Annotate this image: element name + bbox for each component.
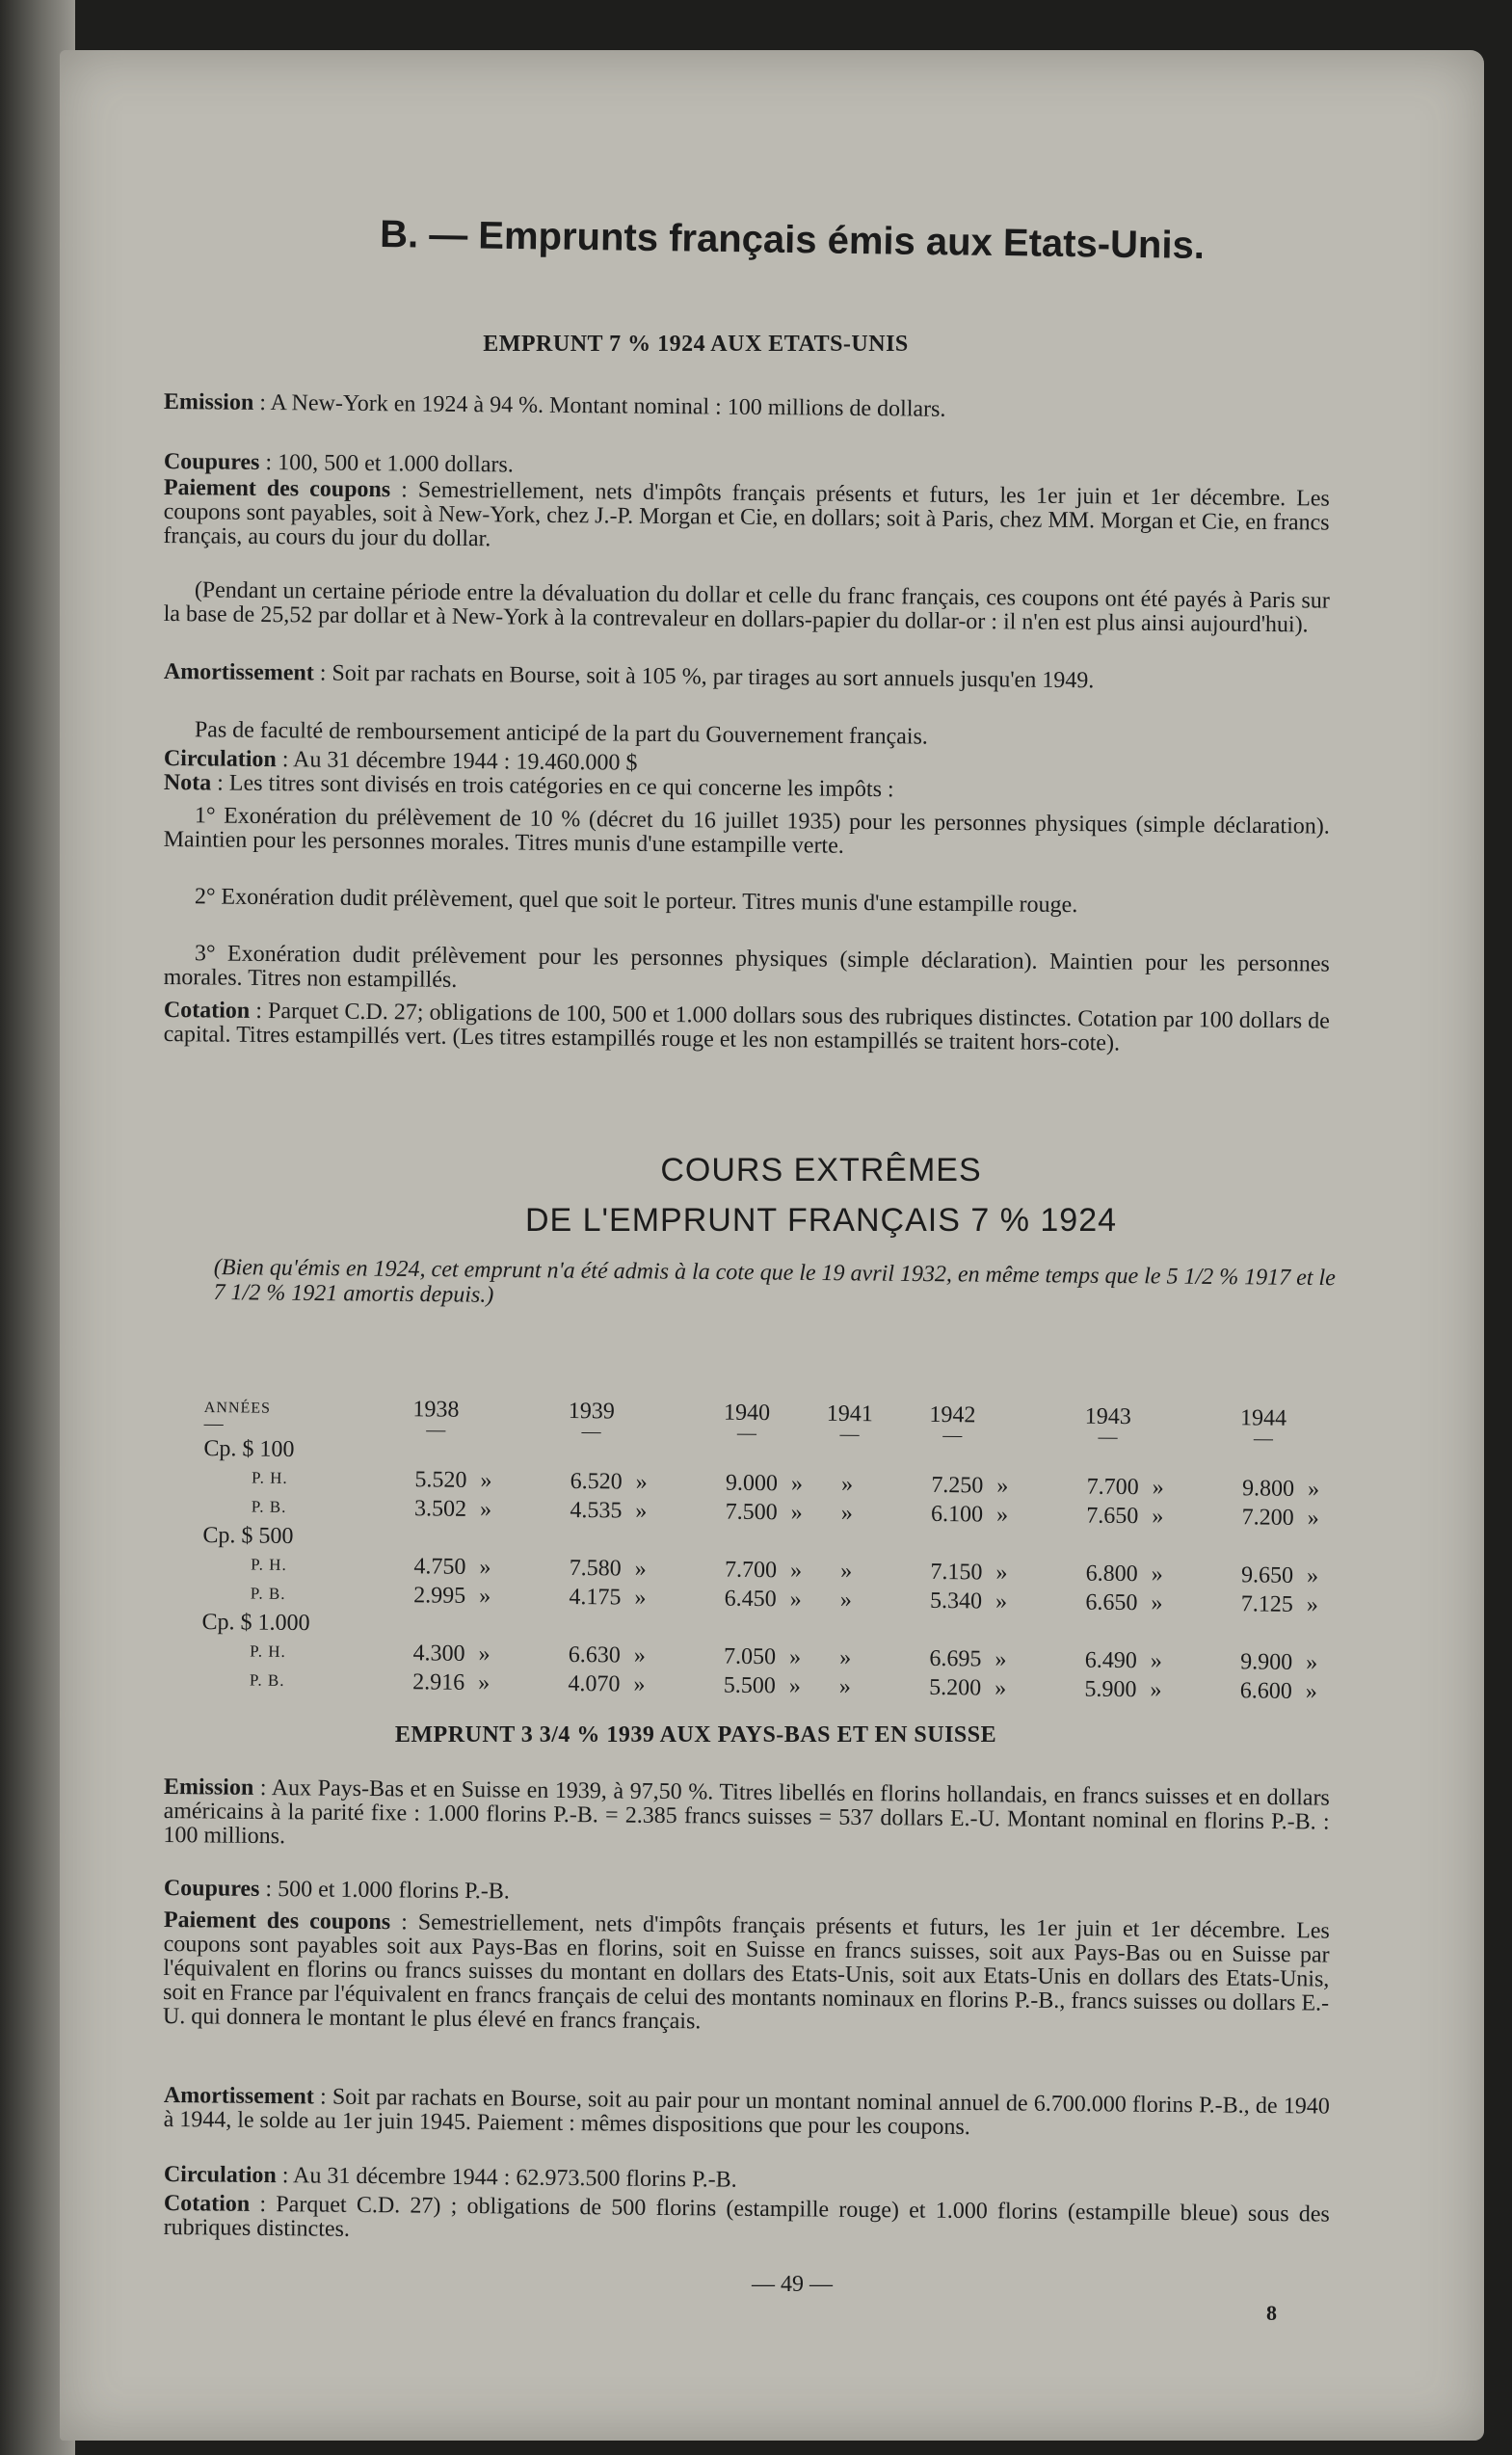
- empty-cell: [988, 1443, 1030, 1472]
- emission-label: Emission: [163, 1775, 254, 1801]
- coupures-text: : 500 et 1.000 florins P.-B.: [265, 1877, 510, 1905]
- loan1-paiement: [163, 476, 1330, 560]
- coupures-label: Coupures: [163, 1876, 260, 1902]
- price-value: 9.650: [1240, 1561, 1294, 1588]
- coupure-label: Cp. $ 500: [202, 1522, 294, 1549]
- ditto-mark: »: [996, 1473, 1009, 1499]
- cours-title-line1: COURS EXTRÊMES: [660, 1152, 982, 1188]
- loan1-amortissement: [164, 660, 1330, 696]
- ditto-mark: »: [635, 1469, 648, 1495]
- empty-cell: [1029, 1530, 1143, 1560]
- ditto-mark: »: [634, 1585, 647, 1611]
- ditto-mark: »: [1150, 1676, 1162, 1702]
- coupure-label: Cp. $ 1.000: [201, 1609, 310, 1636]
- price-value: 9.000: [725, 1470, 779, 1496]
- price-value: 5.500: [723, 1672, 776, 1698]
- empty-cell: [625, 1526, 668, 1555]
- price-value: 6.650: [1085, 1589, 1138, 1615]
- empty-cell: [1183, 1618, 1297, 1648]
- ditto-mark: »: [995, 1588, 1008, 1614]
- empty-cell: [470, 1524, 513, 1553]
- ditto-mark: »: [1306, 1649, 1318, 1675]
- loan2-paiement: [163, 1908, 1330, 2041]
- amortissement-label: Amortissement: [163, 659, 314, 686]
- price-value: 4.070: [568, 1670, 621, 1697]
- empty-cell: [513, 1524, 626, 1554]
- ditto-mark: »: [790, 1499, 803, 1526]
- emission-label: Emission: [163, 389, 254, 415]
- empty-cell: [873, 1528, 987, 1558]
- ditto-mark: »: [840, 1471, 854, 1497]
- price-value: 7.050: [723, 1643, 777, 1669]
- ditto-mark: »: [1152, 1503, 1164, 1529]
- loan1-cotation: [164, 999, 1330, 1058]
- empty-cell: [512, 1611, 625, 1641]
- price-value: 7.700: [724, 1557, 778, 1583]
- price-value: 6.600: [1239, 1677, 1292, 1704]
- price-type-label: P. B.: [251, 1497, 287, 1516]
- ditto-mark: »: [1305, 1678, 1317, 1704]
- price-value: 5.520: [414, 1466, 467, 1493]
- cours-body: [201, 1434, 1341, 1706]
- empty-cell: [1030, 1443, 1144, 1473]
- price-value: 5.340: [929, 1588, 983, 1614]
- ditto-mark: »: [995, 1560, 1008, 1586]
- empty-cell: [831, 1528, 873, 1557]
- empty-cell: [1141, 1617, 1183, 1646]
- loan1-item1: 1° Exonération du prélèvement de 10 % (décret du 16 juillet 1935) pour les personnes physiques (simple déclaration). Maintien pour les personnes morales. Titres munis d'une estampille verte.: [163, 803, 1330, 859]
- price-value: 7.150: [930, 1559, 983, 1585]
- paiement-label: Paiement des coupons: [163, 475, 391, 503]
- nota-text: : Les titres sont divisés en trois catégories en ce qui concerne les impôts :: [217, 770, 894, 803]
- empty-cell: [356, 1610, 469, 1640]
- cours-title-line2: DE L'EMPRUNT FRANÇAIS 7 % 1924: [524, 1202, 1118, 1239]
- price-type-label: P. H.: [251, 1555, 287, 1574]
- empty-cell: [780, 1614, 822, 1642]
- price-value: 2.916: [412, 1668, 465, 1695]
- empty-cell: [832, 1441, 874, 1470]
- cotation-label: Cotation: [163, 2191, 251, 2217]
- loan1-item3: 3° Exonération dudit prélèvement pour les personnes physiques (simple déclaration). Maintien pour les personnes morales. Titres non estampillés.: [163, 941, 1330, 993]
- ditto-mark: »: [479, 1496, 492, 1522]
- loan1-emission: [164, 390, 1330, 426]
- document-page: [60, 50, 1484, 2441]
- section-title: B. — Emprunts français émis aux Etats-Unis.: [379, 213, 1206, 267]
- year-header: 1938 —: [412, 1397, 460, 1441]
- empty-cell: [668, 1526, 782, 1556]
- price-value: 6.490: [1084, 1647, 1137, 1673]
- ditto-mark: »: [1152, 1474, 1164, 1500]
- price-value: 6.800: [1085, 1561, 1138, 1587]
- ditto-mark: »: [995, 1646, 1007, 1672]
- ditto-mark: »: [1306, 1562, 1319, 1588]
- price-type-label: P. B.: [250, 1584, 286, 1603]
- price-type-label: P. B.: [249, 1670, 285, 1690]
- price-value: 7.650: [1086, 1503, 1139, 1529]
- empty-cell: [357, 1523, 470, 1553]
- loan2-amortissement: [164, 2084, 1330, 2144]
- price-value: 4.175: [569, 1584, 622, 1611]
- ditto-mark: »: [788, 1643, 802, 1669]
- corner-mark: 8: [1266, 2301, 1277, 2325]
- price-value: 7.250: [931, 1472, 984, 1498]
- ditto-mark: »: [840, 1500, 853, 1526]
- nota-label: Nota: [163, 770, 212, 796]
- empty-cell: [1297, 1533, 1340, 1561]
- loan1-pas: Pas de faculté de remboursement anticipé de la part du Gouvernement français.: [194, 717, 929, 750]
- price-value: 6.695: [929, 1645, 982, 1671]
- price-value: 7.200: [1241, 1504, 1294, 1531]
- empty-cell: [626, 1439, 669, 1468]
- empty-cell: [830, 1614, 872, 1643]
- ditto-mark: »: [840, 1558, 853, 1584]
- price-value: 6.100: [930, 1501, 984, 1527]
- ditto-mark: »: [480, 1467, 492, 1493]
- circulation-text: : Au 31 décembre 1944 : 62.973.500 florins P.-B.: [281, 2163, 737, 2193]
- circulation-text: : Au 31 décembre 1944 : 19.460.000 $: [281, 747, 638, 776]
- ditto-mark: »: [789, 1557, 803, 1584]
- paiement-text: : Semestriellement, nets d'impôts français présents et futurs, les 1er juin et 1er décembre. Les coupons sont payables, soit à New-York, chez J.-P. Morgan et Cie, en dollars; soit à Paris, chez MM. Morgan et Cie, en francs français, au cours du jour du dollar.: [163, 477, 1330, 552]
- empty-cell: [471, 1437, 514, 1466]
- empty-cell: [514, 1437, 627, 1467]
- ditto-mark: »: [1307, 1505, 1319, 1531]
- price-type-label: P. H.: [252, 1468, 288, 1487]
- loan2-coupures: [164, 1877, 1330, 1912]
- coupures-label: Coupures: [163, 449, 260, 475]
- page-number: — 49 —: [752, 2272, 833, 2297]
- year-header: 1943 —: [1084, 1403, 1131, 1448]
- empty-cell: [358, 1436, 471, 1466]
- empty-cell: [986, 1616, 1028, 1645]
- price-value: 7.500: [725, 1499, 778, 1525]
- ditto-mark: »: [479, 1583, 491, 1609]
- empty-cell: [781, 1527, 823, 1556]
- empty-cell: [1185, 1445, 1299, 1475]
- price-value: 6.450: [724, 1586, 777, 1612]
- empty-cell: [782, 1440, 824, 1469]
- price-value: 2.995: [413, 1582, 466, 1609]
- coupures-text: : 100, 500 et 1.000 dollars.: [265, 450, 514, 478]
- paiement-text: : Semestriellement, nets d'impôts français présents et futurs, les 1er juin et 1er décembre. Les coupons sont payables soit aux Pays-Bas en florins, soit en Suisse en francs suisses, soit aux Pays-Bas ou en Suisse par l'équivalent en florins ou francs suisses du montant en dollars des Etats-Unis, soit aux Etats-Unis en dollars des Etats-Unis, soit en France par l'équivalent en francs français de celui des montants nominaux en florins P.-B., francs suisses ou dollars E.-U. qui donnera le montant le plus élevé en francs français.: [162, 1909, 1330, 2035]
- ditto-mark: »: [1150, 1647, 1162, 1673]
- price-value: 5.200: [929, 1674, 982, 1700]
- ditto-mark: »: [1151, 1589, 1163, 1615]
- empty-cell: [1298, 1446, 1340, 1475]
- ditto-mark: »: [995, 1502, 1009, 1528]
- year-header: 1942 —: [929, 1401, 976, 1447]
- empty-cell: [624, 1613, 667, 1641]
- loan1-heading: EMPRUNT 7 % 1924 AUX ETATS-UNIS: [483, 332, 909, 357]
- ditto-mark: »: [790, 1470, 804, 1497]
- ditto-mark: »: [479, 1554, 491, 1580]
- cotation-label: Cotation: [163, 998, 251, 1024]
- empty-cell: [872, 1614, 986, 1644]
- emission-text: : Aux Pays-Bas et en Suisse en 1939, à 97,50 %. Titres libellés en florins hollandais, en francs suisses et en dollars américains à la parité fixe : 1.000 florins P.-B. = 2.385 francs suisses = 537 dollars E.-U. Montant nominal en florins P.-B. : 100 millions.: [163, 1775, 1330, 1850]
- circulation-label: Circulation: [163, 2162, 277, 2189]
- ditto-mark: »: [788, 1672, 801, 1698]
- amortissement-text: : Soit par rachats en Bourse, soit à 105 %, par tirages au sort annuels jusqu'en 1949.: [319, 660, 1095, 694]
- price-value: 4.300: [412, 1640, 465, 1667]
- empty-cell: [667, 1613, 781, 1642]
- price-value: 4.535: [570, 1497, 623, 1524]
- price-value: 9.900: [1240, 1648, 1293, 1675]
- ditto-mark: »: [634, 1556, 647, 1582]
- price-value: 7.580: [569, 1555, 622, 1582]
- ditto-mark: »: [838, 1673, 852, 1699]
- price-value: 7.125: [1240, 1590, 1293, 1617]
- cours-table: [201, 1395, 1341, 1706]
- amortissement-text: : Soit par rachats en Bourse, soit au pair pour un montant nominal annuel de 6.700.000 florins P.-B., de 1940 à 1944, le solde au 1er juin 1945. Paiement : mêmes dispositions que pour les coupons.: [163, 2084, 1330, 2141]
- ditto-mark: »: [1151, 1561, 1163, 1587]
- empty-cell: [669, 1439, 783, 1469]
- ditto-mark: »: [789, 1586, 802, 1613]
- empty-cell: [874, 1441, 988, 1471]
- ditto-mark: »: [839, 1587, 852, 1613]
- loan2-cotation: [164, 2192, 1330, 2252]
- empty-cell: [1184, 1532, 1298, 1561]
- cotation-text: : Parquet C.D. 27) ; obligations de 500 florins (estampille rouge) et 1.000 florins (estampille bleue) sous des rubriques distinctes.: [163, 2191, 1330, 2242]
- ditto-mark: »: [1307, 1476, 1320, 1502]
- emission-text: : A New-York en 1924 à 94 %. Montant nominal : 100 millions de dollars.: [259, 389, 946, 422]
- year-header: 1940 —: [723, 1400, 771, 1445]
- paiement-label: Paiement des coupons: [163, 1908, 391, 1935]
- year-header: 1941 —: [826, 1401, 873, 1446]
- cotation-text: : Parquet C.D. 27; obligations de 100, 500 et 1.000 dollars sous des rubriques distinctes. Cotation par 100 dollars de capital. Titres estampillés vert. (Les titres estampillés rouge et les non estampillés se traitent hors-cote).: [163, 998, 1330, 1056]
- loan2-emission: [163, 1775, 1330, 1859]
- price-type-label: P. H.: [250, 1641, 286, 1661]
- coupure-label: Cp. $ 100: [203, 1435, 295, 1462]
- loan1-item2: 2° Exonération dudit prélèvement, quel que soit le porteur. Titres munis d'une estampille rouge.: [194, 884, 1078, 919]
- year-header: 1939 —: [568, 1398, 615, 1443]
- loan1-pendant: (Pendant un certaine période entre la dévaluation du dollar et celle du franc français, ces coupons ont été payés à Paris sur la base de 25,52 par dollar et à New-York à la contrevaleur en dollars-papier du dollar-or : il n'en est plus ainsi aujourd'hui).: [163, 577, 1330, 638]
- price-value: 3.502: [413, 1495, 467, 1522]
- cours-note: (Bien qu'émis en 1924, cet emprunt n'a été admis à la cote que le 19 avril 1932, en même temps que le 5 1/2 % 1917 et le 7 1/2 % 1921 amortis depuis.): [213, 1255, 1336, 1308]
- circulation-label: Circulation: [163, 746, 277, 773]
- loan2-heading: EMPRUNT 3 3/4 % 1939 AUX PAYS-BAS ET EN SUISSE: [394, 1722, 997, 1748]
- ditto-mark: »: [1306, 1591, 1318, 1617]
- ditto-mark: »: [478, 1641, 491, 1667]
- price-value: 9.800: [1241, 1475, 1295, 1502]
- ditto-mark: »: [633, 1671, 646, 1697]
- price-value: 7.700: [1086, 1474, 1139, 1500]
- ditto-mark: »: [635, 1498, 648, 1524]
- price-value: 4.750: [413, 1553, 466, 1580]
- empty-cell: [1296, 1619, 1339, 1648]
- price-value: 6.630: [568, 1641, 621, 1668]
- year-header: 1944 —: [1239, 1405, 1287, 1450]
- empty-cell: [987, 1530, 1029, 1559]
- price-value: 6.520: [570, 1468, 623, 1495]
- empty-cell: [469, 1611, 512, 1640]
- ditto-mark: »: [995, 1675, 1007, 1701]
- empty-cell: [1028, 1616, 1142, 1646]
- ditto-mark: »: [839, 1644, 852, 1670]
- empty-cell: [1142, 1531, 1184, 1560]
- amortissement-label: Amortissement: [163, 2083, 314, 2110]
- empty-cell: [1143, 1444, 1185, 1473]
- price-value: 5.900: [1084, 1676, 1137, 1702]
- years-label: ANNÉES —: [203, 1399, 272, 1434]
- ditto-mark: »: [478, 1669, 491, 1695]
- ditto-mark: »: [633, 1642, 646, 1668]
